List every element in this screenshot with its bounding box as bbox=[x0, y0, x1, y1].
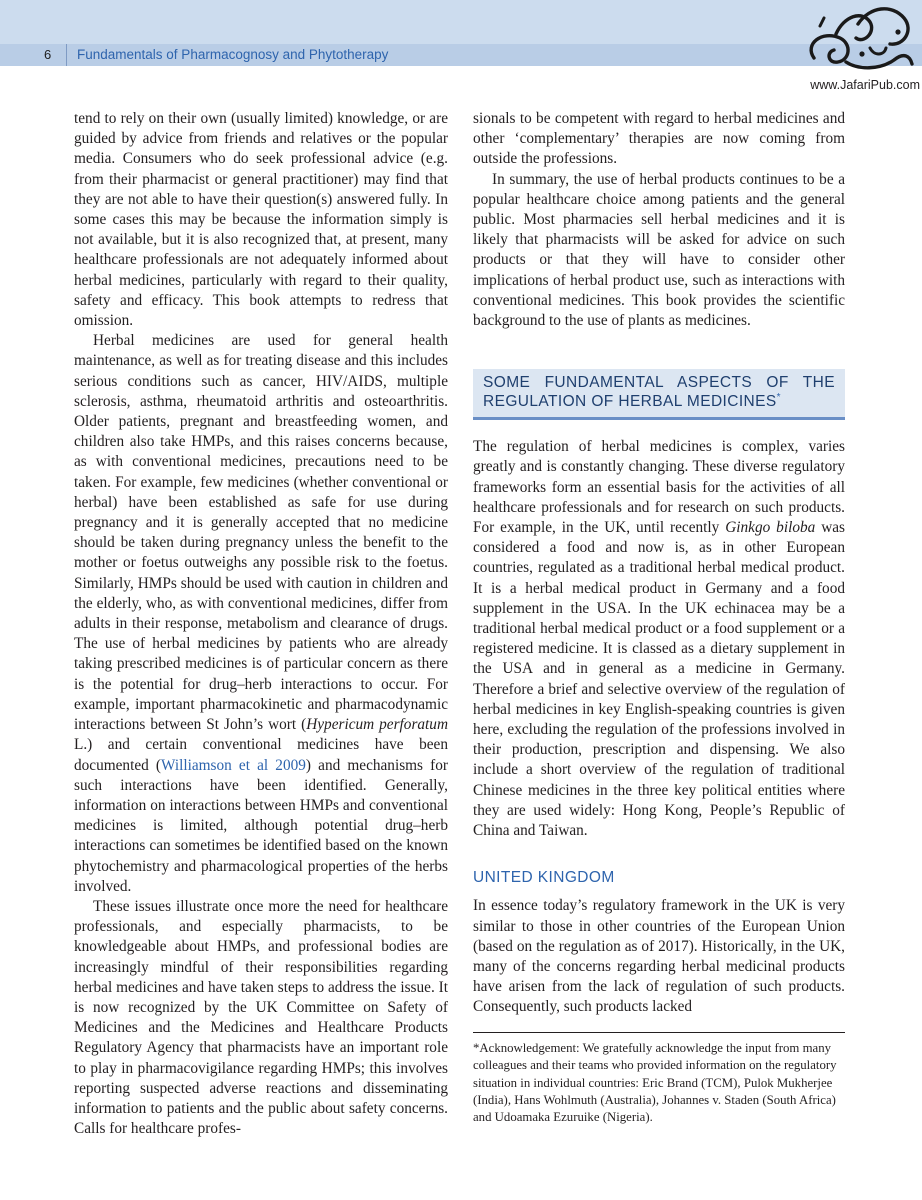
paragraph: sionals to be competent with regard to herbal medicines and other ‘complementary’ therapies are now coming from outside the professions. bbox=[473, 110, 845, 168]
left-column bbox=[74, 109, 448, 1139]
watermark-url: www.JafariPub.com bbox=[810, 78, 920, 92]
paragraph: These issues illustrate once more the need for healthcare professionals, and especially pharmacists, to be knowledgeable about HMPs, and professional bodies are increasingly mindful of their responsibilities regarding herbal medicines and have taken steps to address the issue. It is now recognized by the UK Committee on Safety of Medicines and the Medicines and Healthcare Products Regulatory Agency that pharmacists have an important role to play in pharmacovigilance regarding HMPs; this involves reporting suspected adverse reactions and disseminating information to patients and the public about safety concerns. Calls for healthcare profes- bbox=[74, 897, 448, 1138]
footnote-marker[interactable]: * bbox=[776, 392, 781, 404]
citation-link[interactable]: Williamson et al 2009 bbox=[161, 756, 306, 774]
header-separator bbox=[66, 44, 67, 66]
paragraph: In essence today’s regulatory framework in the UK is very similar to those in other countries of the European Union (based on the regulation as of 2017). Historically, in the UK, many of the concerns regarding herbal medicinal products have arisen from the lack of regulation of such products. Consequently, such products lacked bbox=[473, 897, 845, 1016]
species-name: Ginkgo biloba bbox=[725, 519, 816, 537]
publisher-logo-icon bbox=[800, 4, 916, 76]
page-number: 6 bbox=[44, 47, 52, 62]
paragraph: In summary, the use of herbal products continues to be a popular healthcare choice among patients and the general public. Most pharmacies sell herbal medicines and it is likely that pharmacists will be asked for advice on such products or that they will have to consider other implications of herbal product use, such as interactions with conventional medicines. This book provides the scientific background to the use of plants as medicines. bbox=[473, 170, 845, 330]
right-column bbox=[473, 109, 845, 1018]
paragraph: The regulation of herbal medicines is complex, varies greatly and is constantly changing. These diverse regulatory frameworks form an essential basis for the activities of all healthcare professionals and for research on such products. For example, in the UK, until recently Ginkgo biloba was considered a food and now is, as in other European countries, regulated as a traditional herbal medical product. It is a herbal medical product in Germany and a food supplement in the USA. In the UK echinacea may be a traditional herbal medical product or a food supplement or a registered medicine. It is classed as a dietary supplement in the USA and in general as a medicine in Germany. Therefore a brief and selective overview of the regulation of herbal medicines in key English-speaking countries is given here, excluding the regulation of the professions involved in their production, prescription and dispensing. We also include a short overview of the regulation of traditional Chinese medicines in the three key political entities where they are used widely: Hong Kong, People’s Republic of China and Taiwan. bbox=[473, 438, 846, 840]
paragraph: Herbal medicines are used for general health maintenance, as well as for treating disease and this includes serious conditions such as cancer, HIV/AIDS, multiple sclerosis, asthma, rheumatoid arthritis and osteoarthritis. Older patients, pregnant and breastfeeding women, and children also take HMPs, and this raises concerns because, as with conventional medicines, precautions need to be taken. For example, few medicines (whether conventional or herbal) have been established as safe for use during pregnancy and it is generally accepted that no medicine should be taken during pregnancy unless the benefit to the mother or foetus outweighs any possible risk to the foetus. Similarly, HMPs should be used with caution in children and the elderly, who, as with conventional medicines, differ from adults in their response, metabolism and clearance of drugs. The use of herbal medicines by patients who are already taking prescribed medicines is of particular concern as there is the potential for drug–herb interactions to occur. For example, important pharmacokinetic and pharmacodynamic interactions between St John’s wort (Hypericum perforatum L.) and certain conventional medicines have been documented (Williamson et al 2009) and mechanisms for such interactions have been identified. Generally, information on interactions between HMPs and conventional medicines is limited, although potential drug–herb interactions can sometimes be identified based on the known phytochemistry and pharmacological properties of the herbs involved. bbox=[74, 332, 448, 895]
section-heading-box bbox=[473, 369, 845, 420]
species-name: Hypericum perforatum bbox=[306, 716, 448, 734]
section-heading: SOME FUNDAMENTAL ASPECTS OF THE REGULATION OF HERBAL MEDICINES* bbox=[483, 374, 835, 411]
footnote-rule bbox=[473, 1032, 845, 1033]
paragraph: tend to rely on their own (usually limited) knowledge, or are guided by advice from friends and relatives or the popular media. Consumers who do seek professional advice (e.g. from their pharmacist or general practitioner) may find that they are not able to have their question(s) answered fully. In some cases this may be because the information simply is not available, but it is also recognized that, at present, many healthcare professionals are not adequately informed about herbal medicines, particularly with regard to their quality, safety and efficacy. This book attempts to redress that omission. bbox=[74, 110, 448, 330]
running-title: Fundamentals of Pharmacognosy and Phytotherapy bbox=[77, 47, 389, 62]
subsection-heading: UNITED KINGDOM bbox=[473, 869, 615, 887]
footnote: *Acknowledgement: We gratefully acknowledge the input from many colleagues and their teams who provided information on the regulatory situation in individual countries: Eric Brand (TCM), Pulok Mukherjee (India), Hans Wohlmuth (Australia), Johannes v. Staden (South Africa) and Udoamaka Ezuruike (Nigeria). bbox=[473, 1041, 837, 1125]
